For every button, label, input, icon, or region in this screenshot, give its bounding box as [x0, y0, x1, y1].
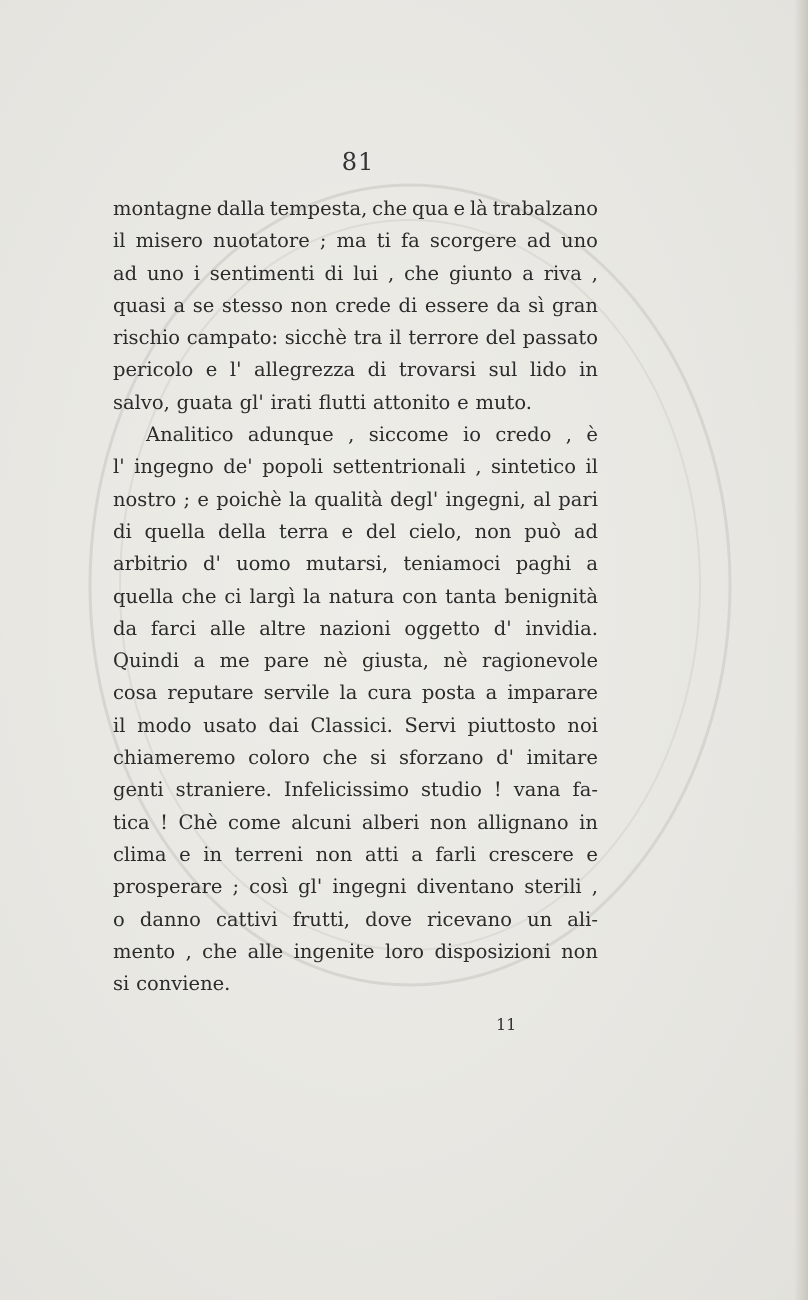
text-line: [113, 581, 598, 613]
word: l': [113, 455, 125, 479]
word: pericolo: [113, 358, 194, 382]
word: e: [179, 842, 191, 866]
word: invidia.: [525, 616, 598, 640]
word: tanta: [445, 584, 497, 608]
word: di: [367, 358, 387, 382]
word: terrore: [408, 326, 479, 350]
word: gran: [551, 293, 598, 317]
page-edge-shadow: [794, 0, 808, 1300]
word: io: [462, 423, 481, 447]
word: il: [585, 455, 598, 479]
text-line: [113, 936, 598, 968]
word: siccome: [368, 423, 449, 447]
word: gl': [239, 390, 264, 414]
text-line: [113, 419, 598, 451]
word: essere: [424, 293, 489, 317]
word: reputare: [167, 681, 254, 705]
word: cura: [367, 681, 412, 705]
word: non: [290, 293, 328, 317]
word: teniamoci: [403, 552, 501, 576]
word: del: [485, 326, 516, 350]
word: a: [586, 552, 598, 576]
word: settentrionali: [332, 455, 466, 479]
word: la: [303, 584, 321, 608]
word: quella: [144, 519, 206, 543]
word: straniere.: [175, 778, 272, 802]
word: Chè: [178, 810, 218, 834]
word: diventano: [416, 875, 515, 899]
word: un: [527, 907, 553, 931]
word: e: [341, 519, 353, 543]
word: ragionevole: [481, 649, 598, 673]
word: che: [202, 939, 238, 963]
word: ingegno: [134, 455, 214, 479]
word: loro: [385, 939, 425, 963]
word: attonito: [372, 390, 451, 414]
word: lido: [529, 358, 567, 382]
word: mento: [113, 939, 176, 963]
word: trovarsi: [398, 358, 477, 382]
word: a: [411, 842, 423, 866]
word: al: [533, 487, 551, 511]
word: guata: [176, 390, 233, 414]
word: servile: [263, 681, 330, 705]
word: stesso: [221, 293, 284, 317]
word: farci: [150, 616, 197, 640]
word: sul: [488, 358, 518, 382]
word: che: [404, 261, 440, 285]
text-line: [113, 516, 598, 548]
word: del: [365, 519, 397, 543]
word: ;: [232, 875, 240, 899]
text-line: [113, 322, 598, 354]
word: ;: [183, 487, 191, 511]
word: e: [586, 842, 598, 866]
word: clima: [113, 842, 167, 866]
word: da: [113, 616, 138, 640]
signature-mark: 11: [496, 1015, 517, 1034]
word: fa: [400, 229, 420, 253]
word: campato:: [186, 326, 279, 350]
word: di: [113, 519, 132, 543]
text-line: [113, 710, 598, 742]
word: i: [193, 261, 200, 285]
word: può: [524, 519, 562, 543]
word: ,: [591, 261, 598, 285]
word: dove: [365, 907, 412, 931]
word: benignità: [504, 584, 598, 608]
word: coloro: [248, 746, 310, 770]
text-line: [113, 225, 598, 257]
word: largì: [249, 584, 296, 608]
word: pari: [558, 487, 598, 511]
text-line: [113, 807, 598, 839]
word: alle: [247, 939, 284, 963]
word: imparare: [507, 681, 598, 705]
word: non: [315, 842, 353, 866]
word: salvo,: [113, 390, 170, 414]
word: alle: [209, 616, 246, 640]
word: terra: [278, 519, 329, 543]
word: muto.: [475, 390, 532, 414]
word: vana: [513, 778, 561, 802]
word: flutti: [318, 390, 367, 414]
word: mutarsi,: [305, 552, 389, 576]
word: crede: [335, 293, 391, 317]
word: posta: [421, 681, 476, 705]
word: alberi: [361, 810, 420, 834]
word: ,: [591, 875, 598, 899]
word: sforzano: [399, 746, 484, 770]
word: che: [181, 584, 217, 608]
word: ali-: [567, 907, 598, 931]
word: la: [339, 681, 358, 705]
word: de': [223, 455, 253, 479]
word: trabalzano: [492, 197, 598, 220]
word: giusta,: [362, 649, 429, 673]
word: nostro: [113, 487, 177, 511]
word: di: [398, 293, 418, 317]
word: terreni: [234, 842, 303, 866]
word: tra: [353, 326, 383, 350]
word: nuotatore: [213, 229, 310, 253]
word: il: [389, 326, 402, 350]
word: pare: [264, 649, 310, 673]
word: ;: [319, 229, 327, 253]
word: dai: [268, 713, 299, 737]
word: uno: [146, 261, 184, 285]
word: montagne: [113, 197, 212, 220]
word: allignano: [477, 810, 569, 834]
word: della: [218, 519, 267, 543]
word: cielo,: [408, 519, 462, 543]
word: frutti,: [292, 907, 350, 931]
word: lui: [353, 261, 379, 285]
word: non: [474, 519, 512, 543]
word: cattivi: [215, 907, 278, 931]
word: d': [493, 616, 512, 640]
word: sentimenti: [209, 261, 315, 285]
word: noi: [567, 713, 598, 737]
word: nè: [443, 649, 468, 673]
page-number: 81: [341, 148, 375, 176]
word: di: [324, 261, 344, 285]
word: ,: [388, 261, 395, 285]
word: ad: [526, 229, 551, 253]
word: è: [586, 423, 598, 447]
word: nè: [323, 649, 348, 673]
word: ad: [573, 519, 598, 543]
word: non: [429, 810, 467, 834]
text-line: [113, 354, 598, 386]
word: chiameremo: [113, 746, 236, 770]
word: a: [485, 681, 498, 705]
word: studio: [420, 778, 482, 802]
word: che: [372, 197, 408, 220]
word: natura: [328, 584, 395, 608]
text-line: [113, 774, 598, 806]
body-text: [113, 193, 598, 1000]
word: giunto: [448, 261, 513, 285]
word: sintetico: [491, 455, 576, 479]
word: disposizioni: [434, 939, 551, 963]
word: qualità: [314, 487, 383, 511]
word: sì: [528, 293, 545, 317]
word: imitare: [526, 746, 598, 770]
word: non: [561, 939, 598, 963]
word: me: [219, 649, 250, 673]
word: la: [289, 487, 307, 511]
word: il: [113, 229, 126, 253]
word: a: [193, 649, 206, 673]
text-line: [113, 484, 598, 516]
word: e: [197, 487, 209, 511]
text-line: [113, 193, 598, 225]
word: Analitico: [146, 423, 234, 447]
word: altre: [259, 616, 306, 640]
word: ,: [475, 455, 482, 479]
text-line: [113, 742, 598, 774]
word: in: [203, 842, 223, 866]
text-line: [113, 387, 598, 419]
word: si: [113, 972, 130, 996]
text-line: [113, 645, 598, 677]
word: oggetto: [404, 616, 481, 640]
word: o: [113, 907, 125, 931]
word: irati: [270, 390, 312, 414]
word: popoli: [262, 455, 324, 479]
word: ad: [113, 261, 138, 285]
word: fa-: [572, 778, 598, 802]
word: e: [457, 390, 469, 414]
word: là: [469, 197, 488, 220]
word: farli: [435, 842, 477, 866]
word: si: [370, 746, 387, 770]
text-line: [113, 677, 598, 709]
word: passato: [522, 326, 598, 350]
word: tica: [113, 810, 150, 834]
word: !: [160, 810, 168, 834]
word: qua: [412, 197, 449, 220]
word: cosa: [113, 681, 158, 705]
text-line: [113, 871, 598, 903]
text-line: [113, 290, 598, 322]
word: credo: [495, 423, 552, 447]
word: in: [579, 810, 598, 834]
word: piuttosto: [467, 713, 556, 737]
word: riva: [543, 261, 582, 285]
word: quasi: [113, 293, 166, 317]
word: così: [249, 875, 289, 899]
word: ,: [185, 939, 192, 963]
word: misero: [135, 229, 203, 253]
word: a: [522, 261, 534, 285]
word: rischio: [113, 326, 181, 350]
word: sicchè: [284, 326, 347, 350]
word: in: [579, 358, 598, 382]
word: usato: [203, 713, 257, 737]
word: a: [173, 293, 186, 317]
word: poichè: [216, 487, 282, 511]
word: tempesta,: [269, 197, 368, 220]
word: prosperare: [113, 875, 223, 899]
word: l': [229, 358, 242, 382]
word: ,: [348, 423, 355, 447]
text-line: [113, 258, 598, 290]
word: ricevano: [426, 907, 512, 931]
word: ingenite: [293, 939, 375, 963]
word: allegrezza: [253, 358, 356, 382]
word: modo: [137, 713, 192, 737]
word: ingegni: [332, 875, 407, 899]
text-line: [113, 548, 598, 580]
word: sterili: [524, 875, 582, 899]
word: ti: [376, 229, 391, 253]
word: genti: [113, 778, 164, 802]
word: gl': [298, 875, 323, 899]
word: crescere: [488, 842, 574, 866]
word: d': [496, 746, 514, 770]
text-line: [113, 451, 598, 483]
word: alcuni: [291, 810, 352, 834]
word: !: [493, 778, 502, 802]
word: che: [322, 746, 358, 770]
word: ingegni,: [445, 487, 526, 511]
word: il: [113, 713, 126, 737]
word: Quindi: [113, 649, 180, 673]
word: adunque: [247, 423, 334, 447]
word: se: [192, 293, 215, 317]
word: ci: [224, 584, 242, 608]
word: come: [228, 810, 281, 834]
word: ,: [565, 423, 572, 447]
word: nazioni: [319, 616, 391, 640]
word: dalla: [216, 197, 265, 220]
text-line: [113, 904, 598, 936]
word: e: [205, 358, 218, 382]
text-line: [113, 968, 598, 1000]
word: scorgere: [429, 229, 517, 253]
word: uno: [561, 229, 598, 253]
word: degl': [390, 487, 439, 511]
text-line: [113, 839, 598, 871]
word: Servi: [404, 713, 456, 737]
word: Infelicissimo: [283, 778, 409, 802]
word: con: [402, 584, 438, 608]
word: e: [453, 197, 466, 220]
word: danno: [139, 907, 201, 931]
word: conviene.: [136, 972, 231, 996]
word: paghi: [515, 552, 572, 576]
word: atti: [365, 842, 399, 866]
word: ma: [336, 229, 367, 253]
word: Classici.: [310, 713, 393, 737]
word: arbitrio: [113, 552, 188, 576]
text-line: [113, 613, 598, 645]
word: da: [496, 293, 521, 317]
word: uomo: [236, 552, 291, 576]
word: d': [203, 552, 221, 576]
word: quella: [113, 584, 174, 608]
